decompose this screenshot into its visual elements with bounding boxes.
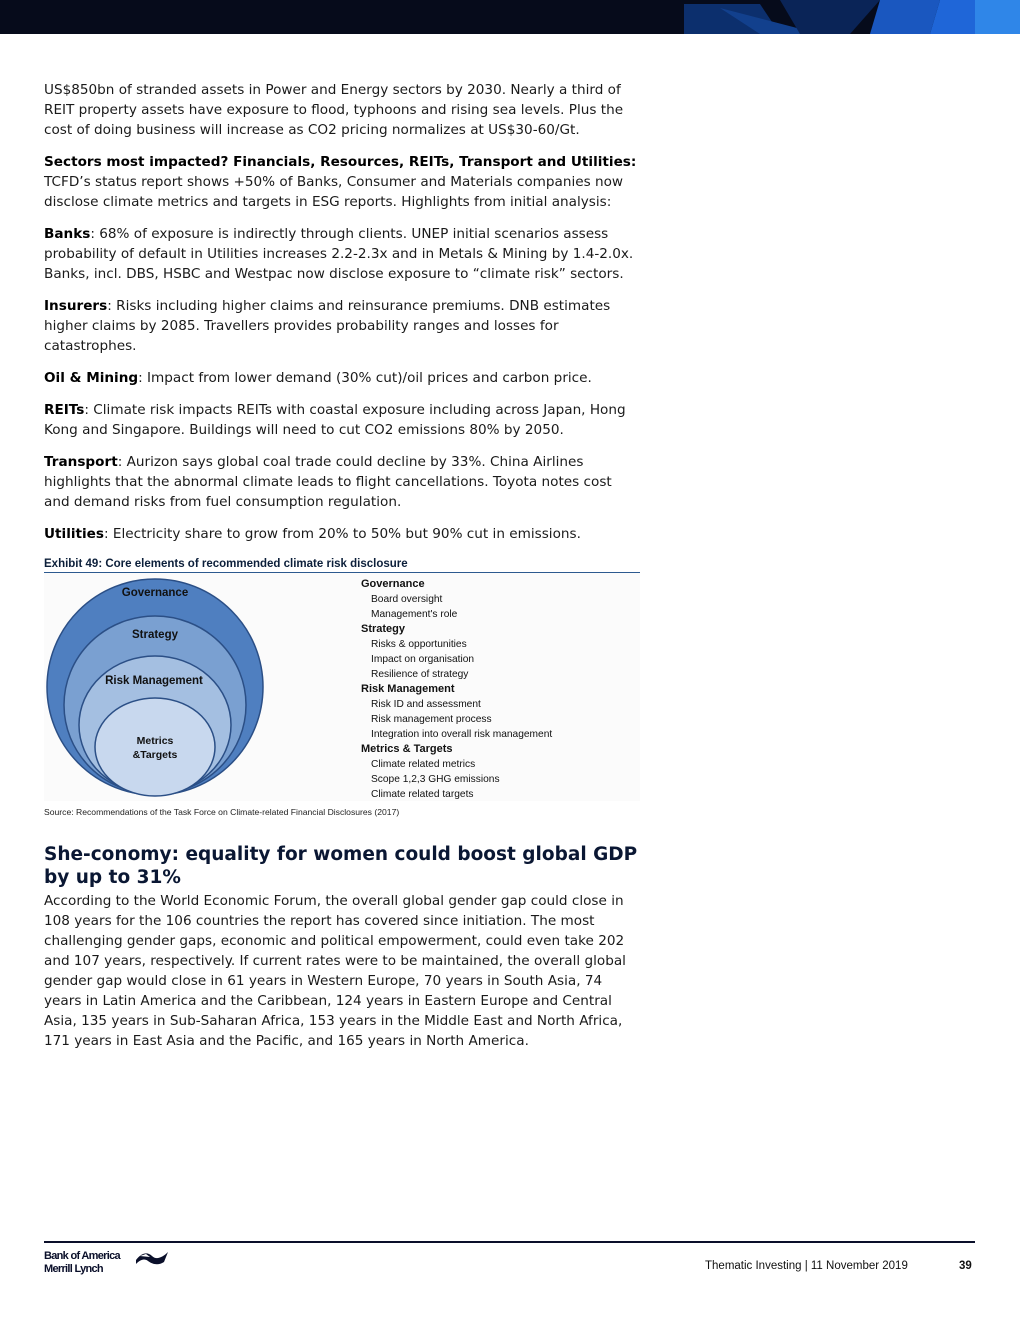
- paragraph-text: : 68% of exposure is indirectly through clients. UNEP initial scenarios assess probability of default in Utilities increases 2.2-2.3x and in Metals & Mining by 1.4-2.0x. Banks, incl. DBS, HSBC and Westpac now disclose exposure to “climate risk” sectors.: [44, 226, 634, 282]
- circle-metrics-targets: [95, 698, 215, 796]
- paragraph-text: : Risks including higher claims and reinsurance premiums. DNB estimates higher claims by 2085. Travellers provides probability ranges and losses for catastrophes.: [44, 298, 611, 354]
- body-paragraphs: [44, 80, 640, 544]
- paragraph: [44, 400, 640, 440]
- paragraph: [44, 152, 640, 212]
- footer-rule: [44, 1241, 975, 1243]
- label-strategy: Strategy: [131, 629, 179, 641]
- legend-item: Climate related targets: [371, 789, 474, 800]
- exhibit-title: Exhibit 49: Core elements of recommended climate risk disclosure: [44, 558, 640, 573]
- logo-line-1: Bank of America: [44, 1250, 120, 1262]
- paragraph: [44, 368, 640, 388]
- legend-item: Climate related metrics: [371, 759, 476, 770]
- page-number: 39: [959, 1260, 972, 1272]
- exhibit-source: Source: Recommendations of the Task Force on Climate-related Financial Disclosures (2017): [44, 807, 400, 817]
- legend-item: Management's role: [371, 609, 458, 620]
- paragraph-text: TCFD’s status report shows +50% of Banks, Consumer and Materials companies now disclose climate metrics and targets in ESG reports. Highlights from initial analysis:: [44, 174, 624, 210]
- legend-item: Integration into overall risk management: [371, 729, 553, 740]
- legend-item: Risks & opportunities: [371, 639, 467, 650]
- paragraph: [44, 80, 640, 140]
- paragraph-text: : Climate risk impacts REITs with coastal exposure including across Japan, Hong Kong and Singapore. Buildings will need to cut CO2 emissions 80% by 2050.: [44, 402, 626, 438]
- paragraph-lead: Sectors most impacted? Financials, Resources, REITs, Transport and Utilities:: [44, 154, 637, 170]
- exhibit-legend: [361, 577, 552, 802]
- header-graphic: [0, 0, 1020, 34]
- label-governance: Governance: [121, 587, 189, 599]
- paragraph: [44, 224, 640, 284]
- legend-category: Strategy: [361, 623, 406, 635]
- paragraph-lead: Transport: [44, 454, 118, 470]
- paragraph-text: : Electricity share to grow from 20% to 50% but 90% cut in emissions.: [103, 526, 581, 542]
- section-heading: She-conomy: equality for women could boost global GDP by up to 31%: [44, 844, 638, 888]
- legend-category: Metrics & Targets: [361, 743, 453, 755]
- label-risk-management: Risk Management: [105, 675, 203, 687]
- label-metrics: Metrics: [136, 735, 174, 747]
- paragraph-text: : Impact from lower demand (30% cut)/oil prices and carbon price.: [138, 370, 592, 386]
- paragraph-lead: Oil & Mining: [44, 370, 139, 386]
- exhibit-figure: [44, 573, 640, 801]
- paragraph-lead: Insurers: [44, 298, 108, 314]
- legend-item: Resilience of strategy: [371, 669, 469, 680]
- paragraph: [44, 452, 640, 512]
- nested-circles-diagram: [44, 573, 344, 801]
- paragraph: [44, 524, 640, 544]
- header-bar: [0, 0, 1020, 34]
- legend-item: Risk management process: [371, 714, 492, 725]
- paragraph-text: : Aurizon says global coal trade could decline by 33%. China Airlines highlights that the abnormal climate leads to flight cancellations. Toyota notes cost and demand risks from fuel consumption regulation.: [44, 454, 612, 510]
- legend-category: Risk Management: [361, 683, 455, 695]
- paragraph-lead: REITs: [44, 402, 85, 418]
- logo-line-2: Merrill Lynch: [44, 1263, 103, 1275]
- paragraph-text: US$850bn of stranded assets in Power and Energy sectors by 2030. Nearly a third of REIT property assets have exposure to flood, typhoons and rising sea levels. Plus the cost of doing business will increase as CO2 pricing normalizes at US$30-60/Gt.: [44, 82, 624, 138]
- legend-item: Impact on organisation: [371, 654, 475, 665]
- bank-logo: [44, 1250, 170, 1282]
- label-targets: &Targets: [132, 749, 178, 761]
- paragraph-lead: Utilities: [44, 526, 104, 542]
- footer-report-title: Thematic Investing | 11 November 2019: [705, 1260, 908, 1272]
- paragraph: [44, 296, 640, 356]
- legend-category: Governance: [361, 578, 425, 590]
- paragraph-lead: Banks: [44, 226, 91, 242]
- flag-logo-icon: [136, 1250, 168, 1266]
- legend-item: Scope 1,2,3 GHG emissions: [371, 774, 500, 785]
- legend-item: Risk ID and assessment: [371, 699, 481, 710]
- section-body: According to the World Economic Forum, the overall global gender gap could close in 108 years for the 106 countries the report has covered since initiation. The most challenging gender gaps, economic and political empowerment, could even take 202 and 107 years, respectively. If current rates were to be maintained, the overall global gender gap would close in 61 years in Western Europe, 70 years in South Asia, 74 years in Latin America and the Caribbean, 124 years in Eastern Europe and Central Asia, 135 years in Sub-Saharan Africa, 153 years in the Middle East and North Africa, 171 years in East Asia and the Pacific, and 165 years in North America.: [44, 893, 626, 1049]
- legend-item: Board oversight: [371, 594, 443, 605]
- main-content: [44, 80, 640, 1063]
